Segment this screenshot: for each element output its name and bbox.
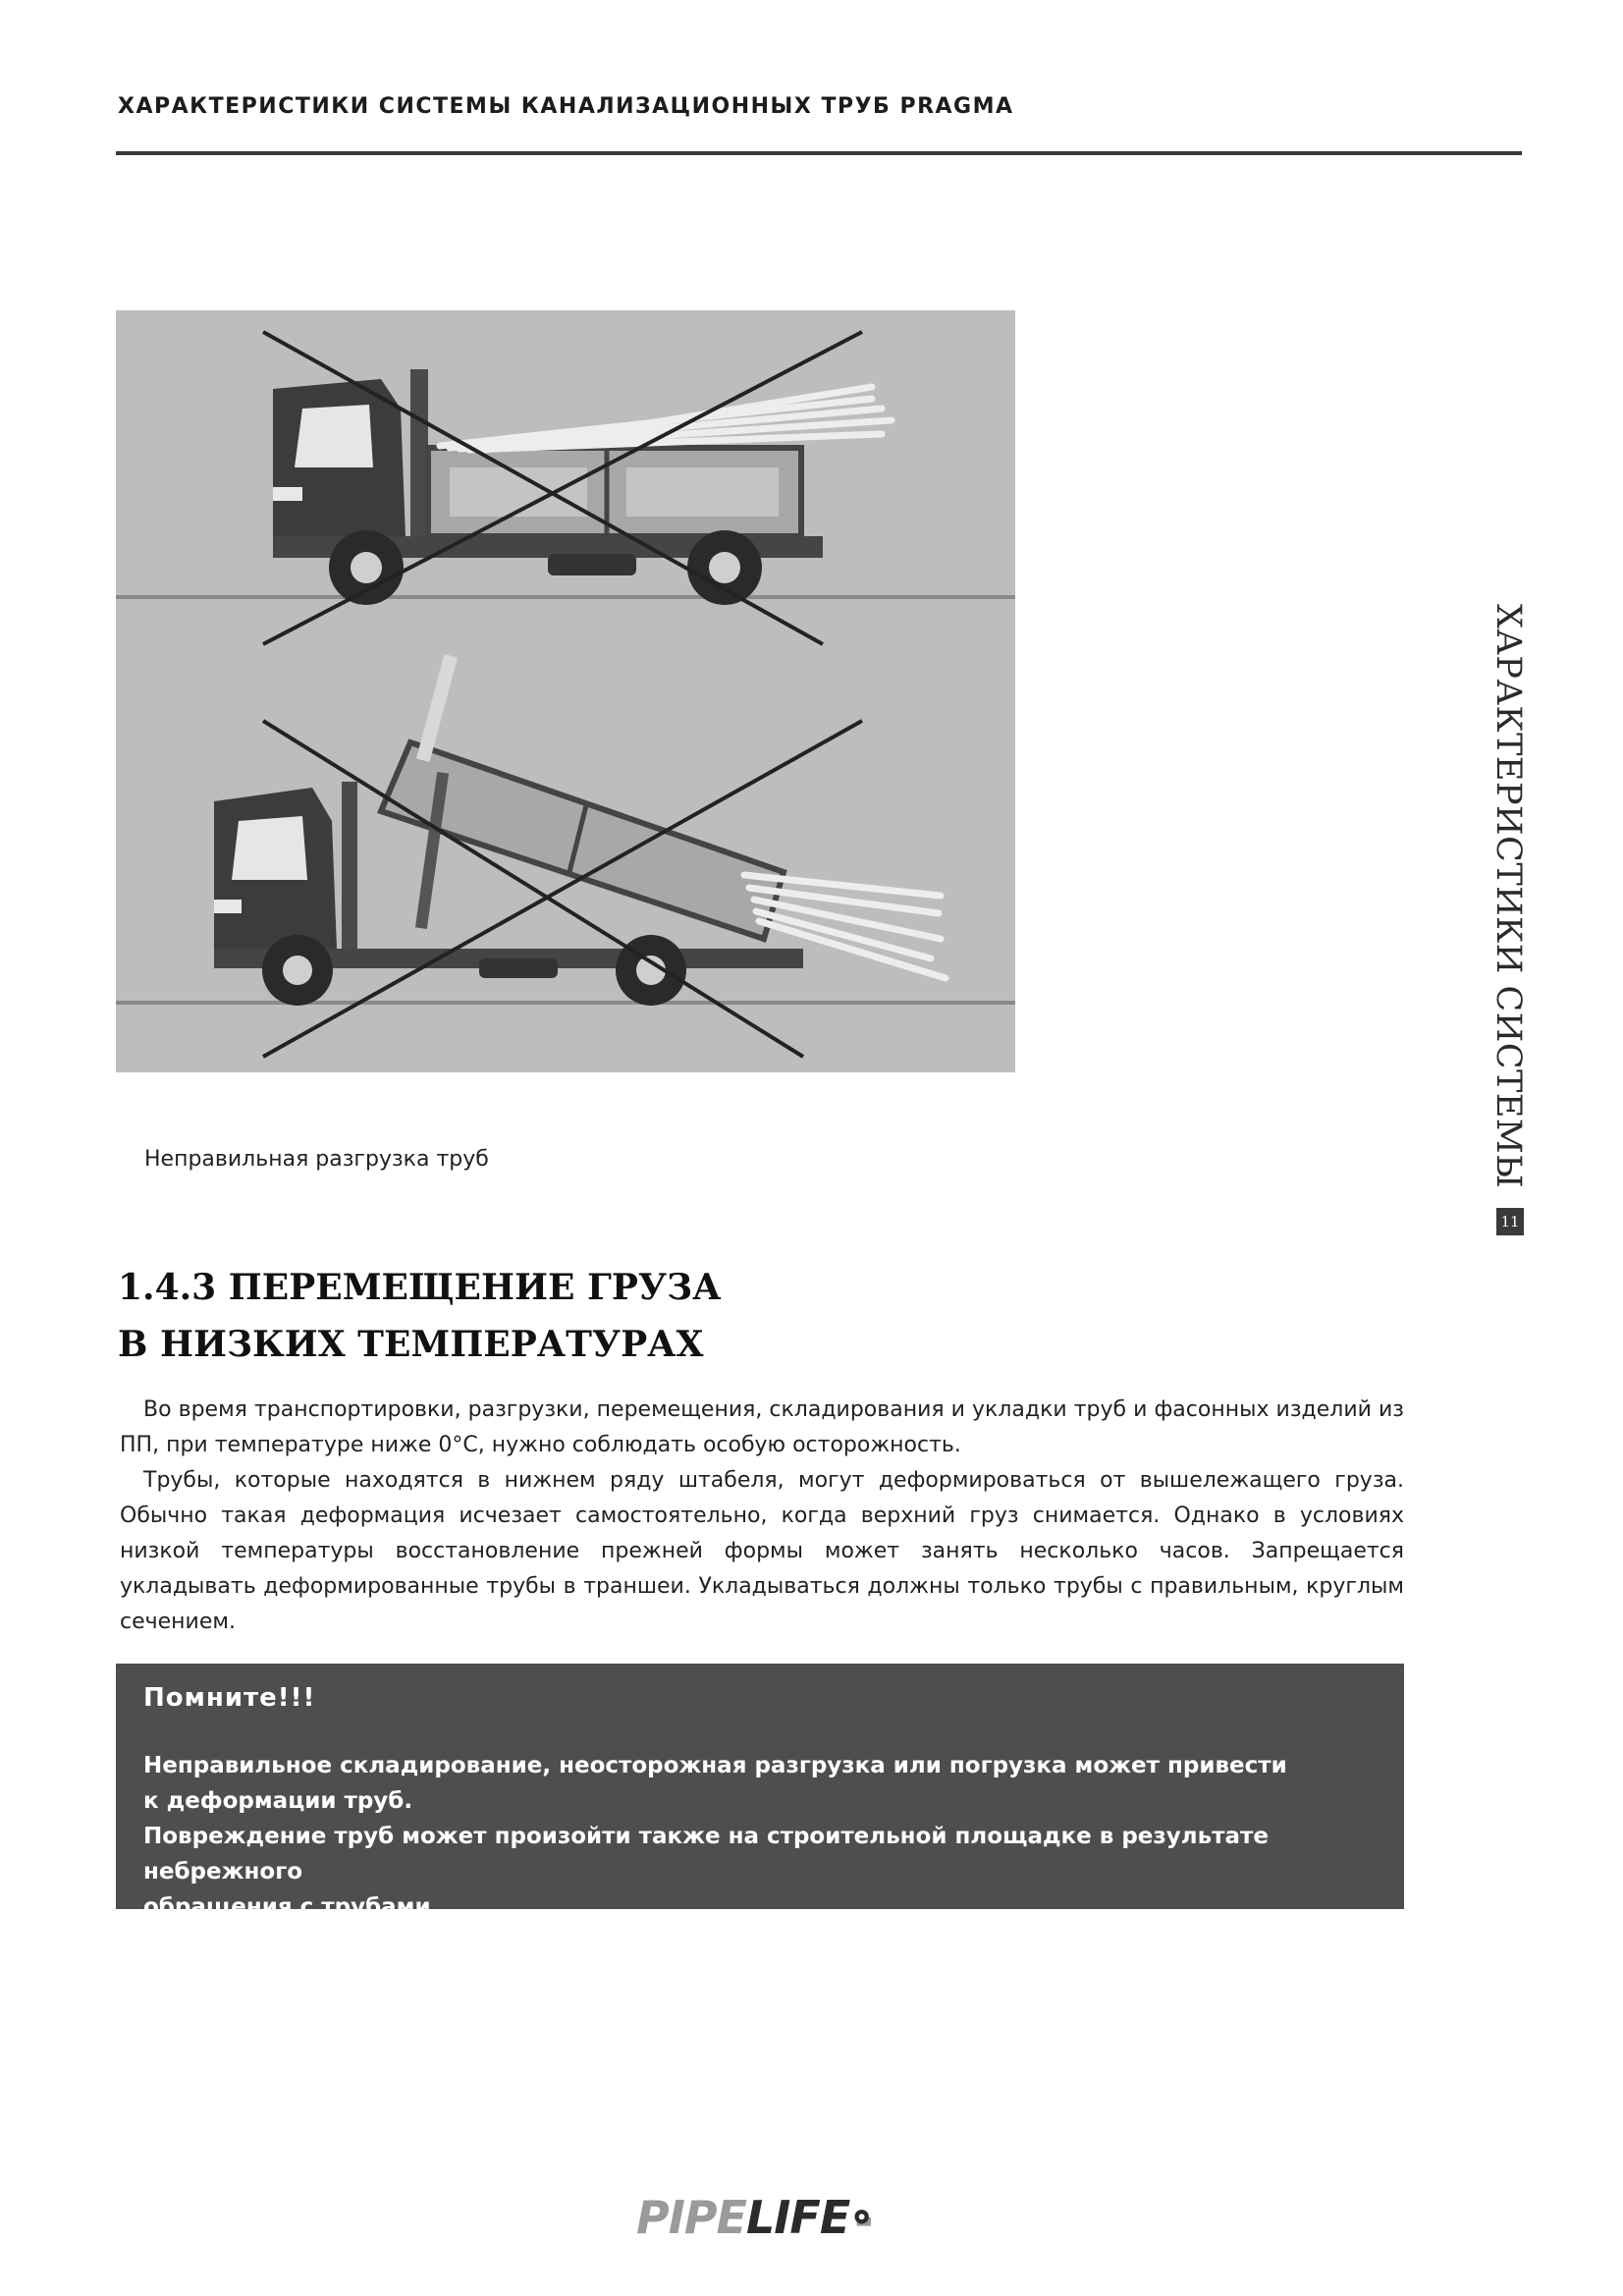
section-heading-line-2: В НИЗКИХ ТЕМПЕРАТУРАХ	[118, 1324, 704, 1365]
section-body	[120, 1393, 1404, 1640]
warning-box	[116, 1664, 1404, 1920]
body-paragraph: Во время транспортировки, разгрузки, перемещения, складирования и укладки труб и фасонных изделий из ПП, при температуре ниже 0°С, нужно соблюдать особую осторожность.	[120, 1397, 1404, 1457]
warning-body	[143, 1748, 1377, 1925]
section-heading-line-1: 1.4.3 ПЕРЕМЕЩЕНИЕ ГРУЗА	[118, 1267, 722, 1308]
logo-part-pipe: PIPE	[636, 2191, 746, 2244]
running-header: ХАРАКТЕРИСТИКИ СИСТЕМЫ КАНАЛИЗАЦИОННЫХ ТРУБ PRAGMA	[118, 94, 1014, 119]
pipelife-logo	[636, 2186, 872, 2249]
warning-line: Повреждение труб может произойти также на строительной площадке в результате небрежного	[143, 1824, 1269, 1885]
page-number: 11	[1496, 1208, 1524, 1235]
warning-line: обращения с трубами.	[143, 1894, 440, 1920]
incorrect-unloading-drawing	[116, 310, 1015, 1072]
chapter-label: ХАРАКТЕРИСТИКИ СИСТЕМЫ	[1488, 603, 1528, 1188]
logo-part-life: LIFE	[745, 2191, 850, 2244]
warning-line: Неправильное складирование, неосторожная разгрузка или погрузка может привести	[143, 1753, 1287, 1778]
figure-caption: Неправильная разгрузка труб	[144, 1147, 489, 1172]
logo-pipe-end-icon	[853, 2192, 872, 2243]
unloading-illustration	[116, 310, 1015, 1072]
warning-title: Помните!!!	[143, 1683, 316, 1713]
body-paragraph: Трубы, которые находятся в нижнем ряду штабеля, могут деформироваться от вышележащего груза. Обычно такая деформация исчезает самостоятельно, когда верхний груз снимается. Однако в условиях низкой температуры восстановление прежней формы может занять несколько часов. Запрещается укладывать деформированные трубы в траншеи. Укладываться должны только трубы с правильным, круглым сечением.	[120, 1468, 1404, 1634]
warning-line: к деформации труб.	[143, 1788, 413, 1814]
chapter-side-tab	[1487, 603, 1530, 1188]
section-heading	[118, 1259, 721, 1373]
header-divider	[116, 151, 1522, 155]
logo-wordmark	[636, 2191, 850, 2244]
